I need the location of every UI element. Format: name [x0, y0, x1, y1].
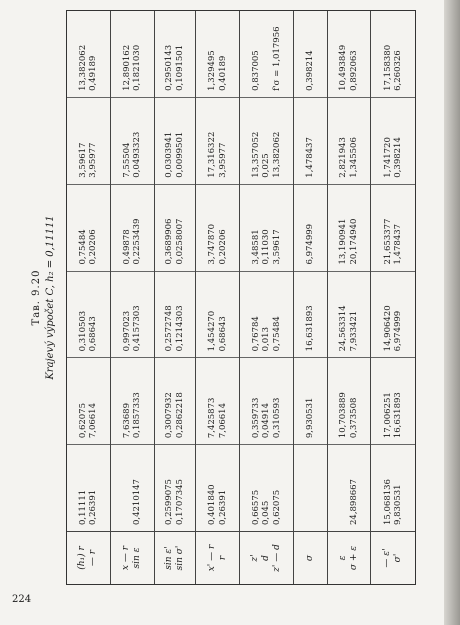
table-row — [111, 11, 155, 584]
table-cell — [196, 97, 239, 184]
cell-value: 0,045 — [261, 500, 272, 525]
cell-value: 9,830531 — [393, 484, 404, 525]
table-cell — [294, 357, 327, 444]
table-row — [196, 11, 240, 584]
table-row — [294, 11, 328, 584]
cell-value: 0,4157303 — [132, 305, 143, 352]
row-label-line: z' — [249, 554, 260, 562]
table-cell — [196, 357, 239, 444]
cell-value: 0,0303941 — [164, 131, 175, 178]
cell-value: 10,703889 — [338, 392, 349, 439]
cell-value — [122, 445, 133, 525]
cell-value: 2,821943 — [338, 137, 349, 178]
table-cell — [294, 444, 327, 531]
cell-value: 17,158380 — [382, 44, 393, 91]
row-label-line: z' — d — [271, 544, 282, 572]
table-cell — [111, 97, 154, 184]
cell-value: 0,11111 — [77, 489, 88, 525]
table-cell — [240, 357, 293, 444]
row-label — [111, 531, 154, 584]
page-gutter-shadow — [444, 0, 460, 625]
cell-value: 7,06614 — [217, 403, 228, 439]
cell-value: 0,1857333 — [132, 392, 143, 439]
cell-value: 3,48581 — [250, 229, 261, 265]
rotated-table-block — [30, 10, 420, 585]
table-cell — [155, 11, 196, 97]
table-cell — [328, 11, 371, 97]
cell-value: 0,75484 — [271, 316, 282, 352]
cell-value: 1,454270 — [207, 310, 218, 352]
table-row — [155, 11, 197, 584]
row-label-line: sin ε' — [163, 546, 174, 570]
row-label — [371, 531, 415, 584]
cell-value: 13,190941 — [338, 218, 349, 265]
table-cell — [240, 11, 293, 97]
table-cell — [294, 184, 327, 271]
cell-value: f'σ = 1,017956 — [271, 26, 282, 91]
cell-value: 10,493849 — [338, 44, 349, 91]
table-cell — [67, 444, 110, 531]
table-row — [328, 11, 372, 584]
cell-value: 9,930531 — [304, 397, 315, 439]
cell-value: 21,653377 — [382, 218, 393, 265]
cell-value: 0,76784 — [250, 316, 261, 352]
table-cell — [111, 11, 154, 97]
cell-value: 0,2253439 — [132, 218, 143, 265]
cell-value: 0,2572748 — [164, 305, 175, 352]
table-cell — [328, 444, 371, 531]
cell-value: 1,345506 — [348, 137, 359, 178]
cell-value: 6,974999 — [393, 310, 404, 352]
cell-value: 1,478437 — [393, 223, 404, 265]
row-label-line: σ — [304, 554, 315, 562]
table-cell — [67, 11, 110, 97]
cell-value: 14,906420 — [382, 305, 393, 352]
cell-value: 20,174940 — [348, 218, 359, 265]
cell-value: 0,373508 — [348, 397, 359, 439]
table-caption — [30, 10, 66, 585]
table-cell — [371, 271, 415, 358]
row-label-line: d — [260, 555, 271, 561]
cell-value: 12,890162 — [121, 44, 132, 91]
table-cell — [196, 11, 239, 97]
row-label — [67, 531, 110, 584]
cell-value: 0,2599075 — [164, 479, 175, 525]
cell-value: 0,310593 — [271, 397, 282, 439]
table-cell — [328, 97, 371, 184]
table-cell — [240, 444, 293, 531]
cell-value: 24,563314 — [338, 305, 349, 352]
cell-value: 0,26391 — [217, 489, 228, 525]
row-label-line: (h₁) r — [77, 546, 88, 570]
row-label-line: sin ε — [132, 547, 143, 569]
cell-value: 0,1707345 — [174, 479, 185, 525]
cell-value: 0,2950143 — [164, 44, 175, 91]
cell-value: 0,398214 — [304, 50, 315, 91]
table-cell — [196, 271, 239, 358]
cell-value: 0,997023 — [121, 310, 132, 352]
cell-value: 13,382062 — [77, 44, 88, 91]
table-cell — [155, 271, 196, 358]
cell-value: 16,631893 — [393, 392, 404, 439]
row-label-line: x — r — [121, 545, 132, 571]
row-label-line: ε — [337, 555, 348, 561]
row-label-line: x' — r — [206, 544, 217, 572]
cell-value: 0,3689906 — [164, 218, 175, 265]
cell-value: 15,068136 — [382, 479, 393, 525]
cell-value: 0,75484 — [77, 229, 88, 265]
cell-value: 3,59617 — [271, 229, 282, 265]
cell-value: 0,20206 — [88, 229, 99, 265]
row-label-line: — ε' — [382, 548, 393, 568]
cell-value: 0,20206 — [217, 229, 228, 265]
cell-value: 7,425873 — [207, 397, 218, 439]
table-cell — [328, 357, 371, 444]
table-cell — [155, 357, 196, 444]
cell-value: 24,898667 — [348, 479, 359, 525]
cell-value: 0,1091501 — [174, 44, 185, 91]
cell-value: 0,837005 — [250, 50, 261, 91]
cell-value: 7,06614 — [88, 403, 99, 439]
cell-value: 0,3007932 — [164, 392, 175, 439]
table-cell — [371, 11, 415, 97]
cell-value: 6,260326 — [393, 50, 404, 91]
table-row — [240, 11, 294, 584]
cell-value — [261, 11, 272, 91]
table-cell — [240, 184, 293, 271]
cell-value: 7,63689 — [121, 403, 132, 439]
table-cell — [67, 271, 110, 358]
cell-value: 0,49189 — [88, 55, 99, 91]
table-cell — [294, 11, 327, 97]
cell-value — [338, 445, 349, 525]
cell-value: 3,95977 — [217, 142, 228, 178]
table-cell — [111, 357, 154, 444]
cell-value: 7,55504 — [121, 142, 132, 178]
cell-value: 13,357052 — [250, 131, 261, 178]
table-cell — [111, 444, 154, 531]
cell-value: 0,04914 — [261, 403, 272, 439]
table-cell — [111, 184, 154, 271]
cell-value: 3,95977 — [88, 142, 99, 178]
table-cell — [328, 271, 371, 358]
cell-value: 0,68643 — [217, 316, 228, 352]
table-cell — [196, 184, 239, 271]
table-cell — [371, 444, 415, 531]
table-cell — [240, 97, 293, 184]
cell-value: 1,329495 — [207, 50, 218, 91]
computation-table — [66, 10, 416, 585]
cell-value: 0,0258007 — [174, 218, 185, 265]
cell-value: 0,68643 — [88, 316, 99, 352]
cell-value: 0,62075 — [271, 489, 282, 525]
cell-value: 17,006251 — [382, 392, 393, 439]
table-cell — [371, 97, 415, 184]
table-cell — [67, 97, 110, 184]
cell-value — [305, 445, 316, 525]
row-label-line: sin σ' — [174, 545, 185, 571]
table-cell — [155, 184, 196, 271]
cell-value: 0,0099501 — [174, 131, 185, 178]
cell-value: 0,62075 — [77, 403, 88, 439]
cell-value: 7,933421 — [348, 310, 359, 352]
row-label — [196, 531, 239, 584]
table-title: Krajevý výpočet C, h₂ = 0,11111 — [45, 215, 56, 380]
cell-value: 0,401840 — [207, 484, 218, 525]
table-cell — [67, 184, 110, 271]
table-cell — [111, 271, 154, 358]
table-cell — [155, 97, 196, 184]
cell-value: 0,359733 — [250, 397, 261, 439]
row-label — [328, 531, 371, 584]
cell-value: 0,0493323 — [132, 131, 143, 178]
cell-value: 16,631893 — [304, 305, 315, 352]
row-label — [155, 531, 196, 584]
table-cell — [328, 184, 371, 271]
table-cell — [240, 271, 293, 358]
row-label-line: r — [217, 555, 228, 561]
row-label — [294, 531, 327, 584]
row-label-line: σ' — [393, 553, 404, 563]
table-cell — [371, 357, 415, 444]
table-number: Тав. 9.20 — [31, 269, 42, 326]
cell-value: 17,316322 — [207, 131, 218, 178]
table-row — [371, 11, 415, 584]
table-row — [67, 11, 111, 584]
cell-value: 0,1214303 — [174, 305, 185, 352]
row-label — [240, 531, 293, 584]
cell-value: 0,310503 — [77, 310, 88, 352]
cell-value: 0,025 — [261, 153, 272, 178]
cell-value: 0,49878 — [121, 229, 132, 265]
cell-value: 0,398214 — [393, 137, 404, 178]
table-cell — [196, 444, 239, 531]
row-label-line: — r — [88, 549, 99, 567]
cell-value: 1,741720 — [382, 137, 393, 178]
page-number: 224 — [12, 594, 32, 605]
cell-value: 0,66575 — [250, 489, 261, 525]
cell-value: 0,1821030 — [132, 44, 143, 91]
table-cell — [67, 357, 110, 444]
cell-value: 0,4210147 — [132, 479, 143, 525]
cell-value: 0,40189 — [217, 55, 228, 91]
table-cell — [155, 444, 196, 531]
cell-value: 0,2862218 — [174, 392, 185, 439]
cell-value: 13,382062 — [271, 131, 282, 178]
cell-value: 3,59617 — [77, 142, 88, 178]
cell-value: 0,26391 — [88, 489, 99, 525]
cell-value: 3,747870 — [207, 223, 218, 265]
table-cell — [371, 184, 415, 271]
cell-value: 0,11030 — [261, 229, 272, 265]
cell-value: 0,892063 — [348, 50, 359, 91]
cell-value: 6,974999 — [304, 223, 315, 265]
cell-value: 1,478437 — [304, 137, 315, 178]
row-label-line: σ + ε — [348, 545, 359, 571]
table-cell — [294, 271, 327, 358]
table-cell — [294, 97, 327, 184]
cell-value: 0,013 — [261, 327, 272, 352]
